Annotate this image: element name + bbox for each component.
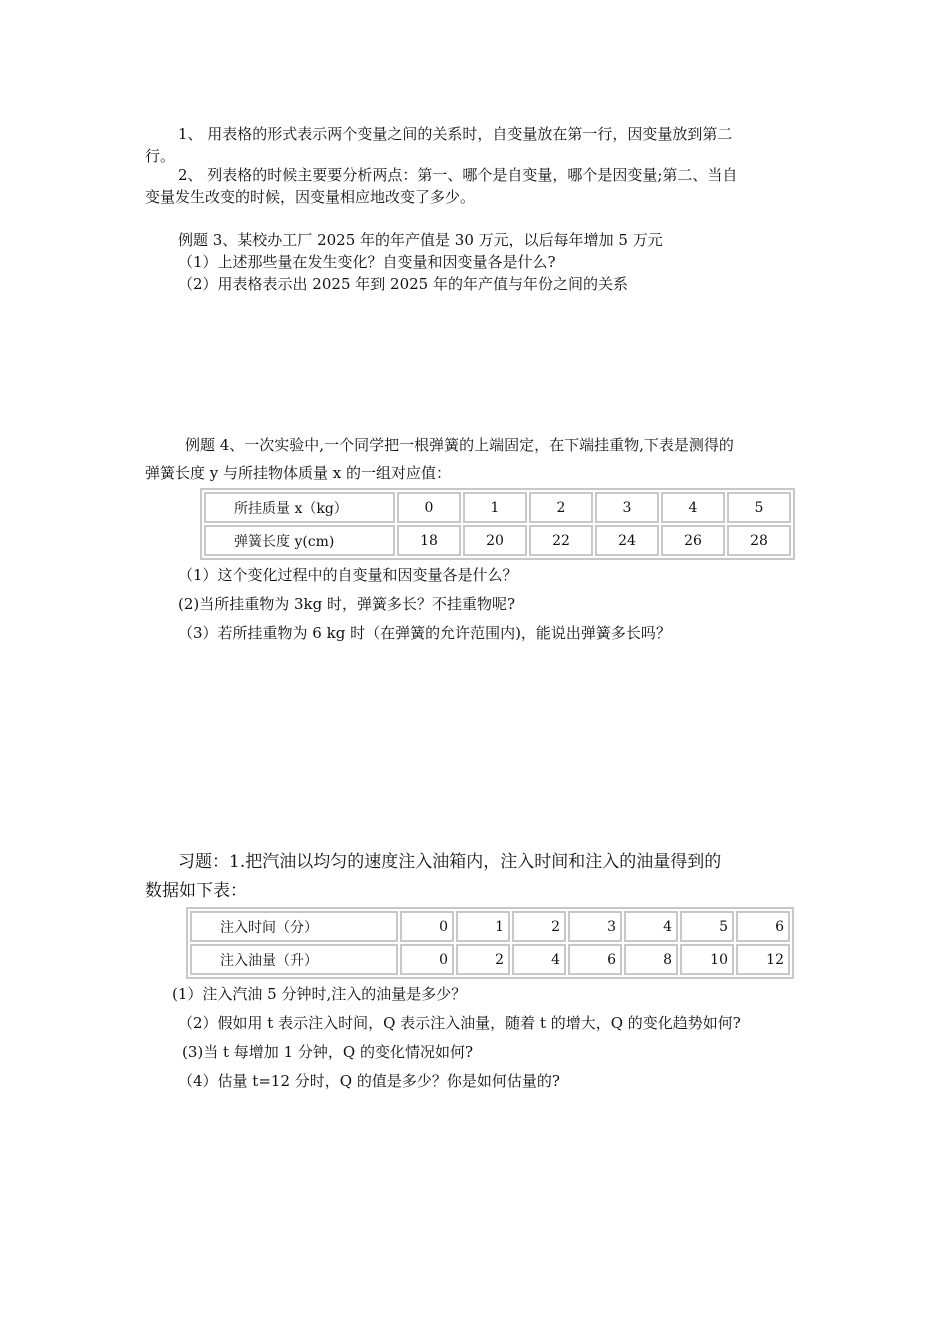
table-cell: 22 xyxy=(529,525,593,556)
table-row-label: 注入油量（升） xyxy=(190,944,398,975)
exercise-question-3: (3)当 t 每增加 1 分钟，Q 的变化情况如何? xyxy=(182,1043,474,1061)
table-cell: 0 xyxy=(400,944,454,975)
example3-question-2: （2）用表格表示出 2025 年到 2025 年的年产值与年份之间的关系 xyxy=(178,275,628,293)
table-cell: 4 xyxy=(661,492,725,523)
table-cell: 6 xyxy=(736,911,790,942)
table-cell: 2 xyxy=(512,911,566,942)
exercise-title-line-1: 习题：1.把汽油以均匀的速度注入油箱内，注入时间和注入的油量得到的 xyxy=(178,852,722,872)
table-cell: 5 xyxy=(680,911,734,942)
table-cell: 20 xyxy=(463,525,527,556)
table-cell: 2 xyxy=(456,944,510,975)
table-cell: 2 xyxy=(529,492,593,523)
table-cell: 5 xyxy=(727,492,791,523)
example4-question-2: (2)当所挂重物为 3kg 时，弹簧多长？不挂重物呢? xyxy=(178,595,516,613)
table-row xyxy=(204,525,791,556)
table-cell: 8 xyxy=(624,944,678,975)
table-cell: 12 xyxy=(736,944,790,975)
table-cell: 1 xyxy=(463,492,527,523)
fuel-data-table xyxy=(186,907,794,979)
table-row xyxy=(190,911,790,942)
table-cell: 6 xyxy=(568,944,622,975)
exercise-question-4: （4）估量 t=12 分时，Q 的值是多少？你是如何估量的? xyxy=(178,1072,560,1090)
table-cell: 28 xyxy=(727,525,791,556)
table-row-label: 所挂质量 x（kg） xyxy=(204,492,395,523)
table-cell: 26 xyxy=(661,525,725,556)
intro-point-1-line-2: 行。 xyxy=(145,147,176,165)
table-cell: 0 xyxy=(400,911,454,942)
table-cell: 4 xyxy=(512,944,566,975)
intro-point-2-line-2: 变量发生改变的时候，因变量相应地改变了多少。 xyxy=(145,188,476,206)
table-cell: 24 xyxy=(595,525,659,556)
table-cell: 4 xyxy=(624,911,678,942)
spring-data-table xyxy=(200,488,795,560)
table-cell: 10 xyxy=(680,944,734,975)
exercise-title-line-2: 数据如下表： xyxy=(145,881,247,901)
example4-question-1: （1）这个变化过程中的自变量和因变量各是什么？ xyxy=(178,566,518,584)
example3-question-1: （1）上述那些量在发生变化？自变量和因变量各是什么? xyxy=(178,253,556,271)
exercise-question-1: (1）注入汽油 5 分钟时,注入的油量是多少？ xyxy=(172,985,467,1003)
table-cell: 3 xyxy=(595,492,659,523)
intro-point-2-line-1: 2、 列表格的时候主要要分析两点：第一、哪个是自变量，哪个是因变量;第二、当自 xyxy=(178,166,738,184)
example4-title-line-2: 弹簧长度 y 与所挂物体质量 x 的一组对应值： xyxy=(145,464,452,482)
table-row xyxy=(204,492,791,523)
example4-question-3: （3）若所挂重物为 6 kg 时（在弹簧的允许范围内)，能说出弹簧多长吗？ xyxy=(178,624,671,642)
example4-title-line-1: 例题 4、一次实验中,一个同学把一根弹簧的上端固定，在下端挂重物,下表是测得的 xyxy=(185,436,734,454)
table-row-label: 弹簧长度 y(cm) xyxy=(204,525,395,556)
table-cell: 0 xyxy=(397,492,461,523)
table-cell: 18 xyxy=(397,525,461,556)
table-row xyxy=(190,944,790,975)
intro-point-1-line-1: 1、 用表格的形式表示两个变量之间的关系时，自变量放在第一行，因变量放到第二 xyxy=(178,125,733,143)
exercise-question-2: （2）假如用 t 表示注入时间，Q 表示注入油量，随着 t 的增大，Q 的变化趋势如何? xyxy=(178,1014,741,1032)
table-cell: 3 xyxy=(568,911,622,942)
table-row-label: 注入时间（分） xyxy=(190,911,398,942)
table-cell: 1 xyxy=(456,911,510,942)
example3-title: 例题 3、某校办工厂 2025 年的年产值是 30 万元，以后每年增加 5 万元 xyxy=(178,231,663,249)
